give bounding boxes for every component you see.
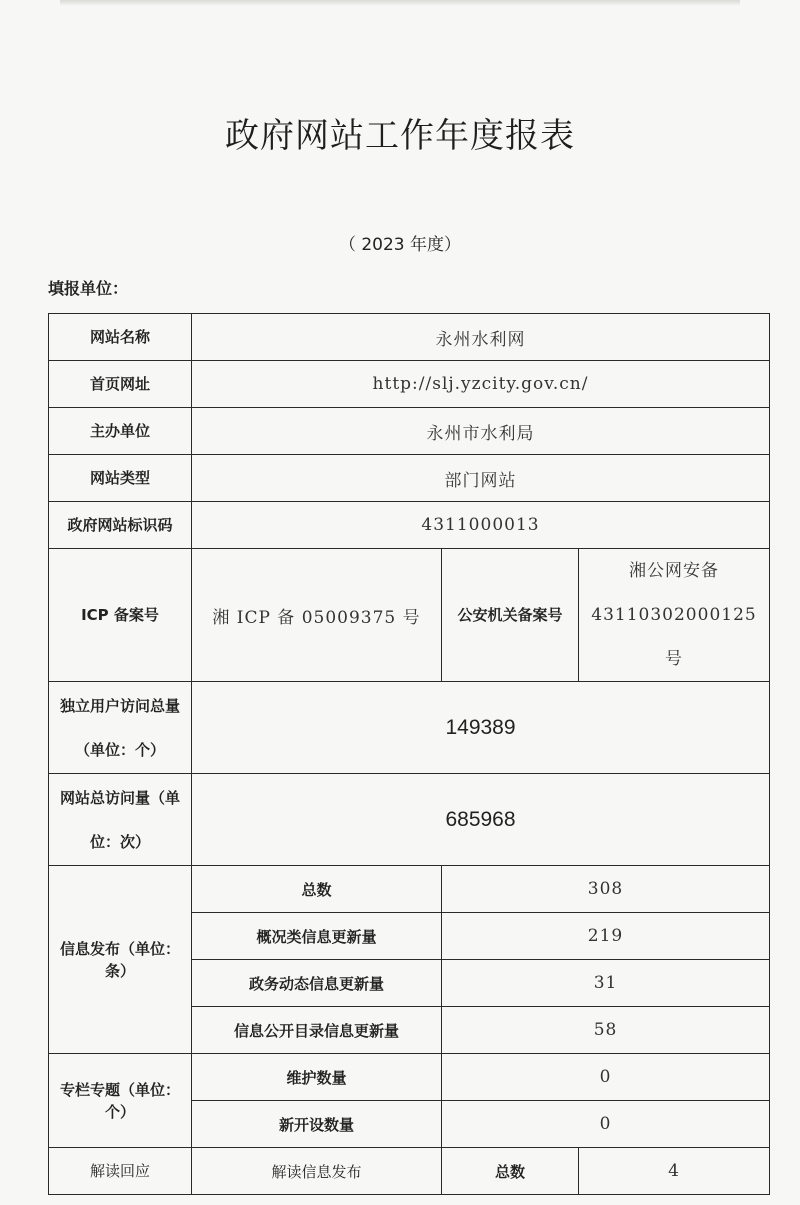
police-record-value: [579, 549, 770, 682]
total-visits-label-line1: 网站总访问量（单: [59, 788, 180, 807]
unique-visitors-value: 149389: [192, 682, 770, 774]
page-top-edge: [60, 0, 740, 6]
site-name-label: 网站名称: [49, 314, 192, 361]
columns-item-value: 0: [442, 1101, 770, 1148]
info-release-item-value: 31: [442, 960, 770, 1007]
site-code-value: 4311000013: [192, 502, 770, 549]
sponsor-label: 主办单位: [49, 408, 192, 455]
homepage-url: http://slj.yzcity.gov.cn/: [192, 361, 770, 408]
interpretation-total-label: 总数: [442, 1148, 579, 1195]
info-release-item-label: 政务动态信息更新量: [192, 960, 442, 1007]
table-row: [49, 455, 770, 502]
police-record-label: 公安机关备案号: [442, 549, 579, 682]
site-name-value: 永州水利网: [192, 314, 770, 361]
police-record-line1: 湘公网安备: [629, 561, 719, 581]
total-visits-value: 685968: [192, 774, 770, 866]
filing-unit-label: 填报单位：: [48, 279, 129, 298]
info-release-item-label: 信息公开目录信息更新量: [192, 1007, 442, 1054]
table-row: [49, 361, 770, 408]
table-row: [49, 549, 770, 682]
report-year: （ 2023 年度）: [338, 235, 462, 255]
site-type-label: 网站类型: [49, 455, 192, 502]
report-title: 政府网站工作年度报表: [225, 116, 575, 156]
info-release-item-value: 58: [442, 1007, 770, 1054]
table-row: [49, 774, 770, 866]
site-code-label: 政府网站标识码: [49, 502, 192, 549]
table-row: [49, 314, 770, 361]
interpretation-total-value: 4: [579, 1148, 770, 1195]
interpretation-sub-label: 解读信息发布: [192, 1148, 442, 1195]
icp-value: 湘 ICP 备 05009375 号: [192, 549, 442, 682]
table-row: [49, 682, 770, 774]
info-release-item-value: 219: [442, 913, 770, 960]
interpretation-label: 解读回应: [49, 1148, 192, 1195]
info-release-item-label: 概况类信息更新量: [192, 913, 442, 960]
table-row: [49, 1054, 770, 1101]
info-release-item-value: 308: [442, 866, 770, 913]
table-row: [49, 408, 770, 455]
columns-item-label: 新开设数量: [192, 1101, 442, 1148]
police-record-line2: 43110302000125 号: [591, 605, 757, 669]
columns-label: 专栏专题（单位：个）: [49, 1054, 192, 1148]
total-visits-label: [49, 774, 192, 866]
unique-visitors-label-line2: （单位：个）: [74, 740, 165, 759]
unique-visitors-label: [49, 682, 192, 774]
table-row: [49, 1148, 770, 1195]
table-row: [49, 502, 770, 549]
icp-label: ICP 备案号: [49, 549, 192, 682]
total-visits-label-line2: 位：次）: [89, 832, 150, 851]
sponsor-value: 永州市水利局: [192, 408, 770, 455]
table-row: [49, 866, 770, 913]
columns-item-value: 0: [442, 1054, 770, 1101]
info-release-label: 信息发布（单位：条）: [49, 866, 192, 1054]
columns-item-label: 维护数量: [192, 1054, 442, 1101]
unique-visitors-label-line1: 独立用户访问总量: [59, 696, 180, 715]
info-release-item-label: 总数: [192, 866, 442, 913]
site-type-value: 部门网站: [192, 455, 770, 502]
homepage-label: 首页网址: [49, 361, 192, 408]
report-table: [48, 313, 770, 1195]
